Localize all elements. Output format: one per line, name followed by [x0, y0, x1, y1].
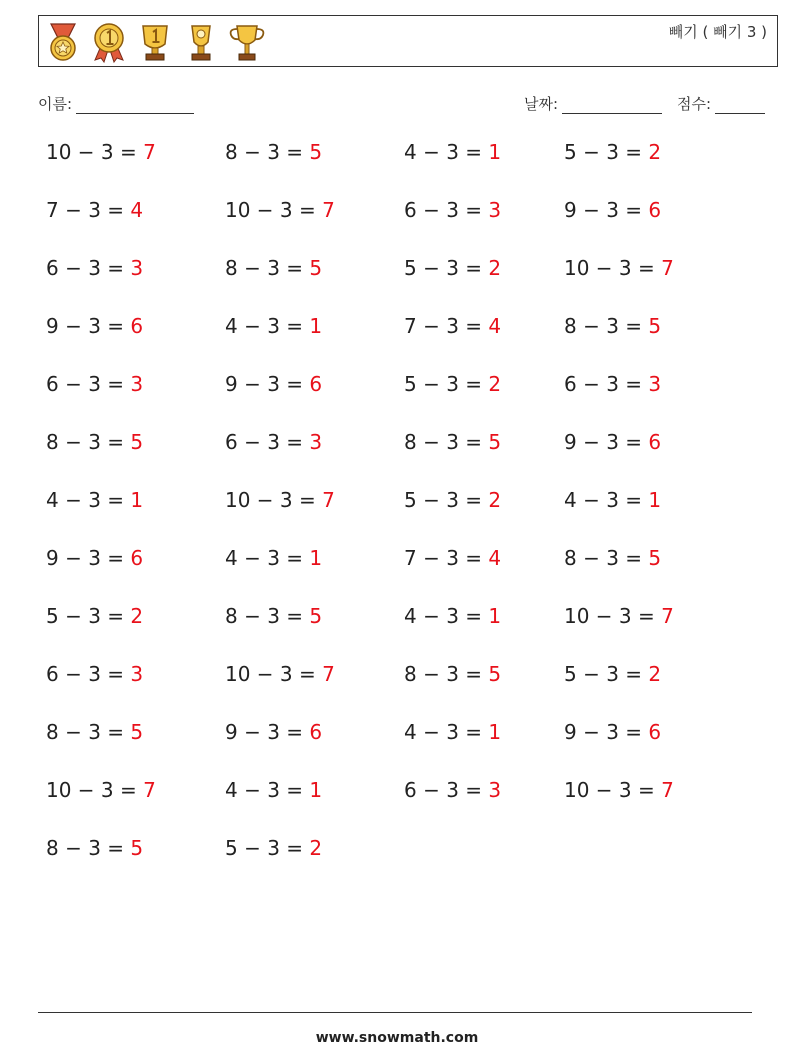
- problem-answer: 7: [322, 488, 335, 512]
- problem-question: 4 − 3 =: [404, 604, 489, 628]
- problem-answer: 3: [648, 372, 662, 396]
- problem-item: [225, 430, 404, 488]
- problem-item: [46, 662, 225, 720]
- problem-question: 6 − 3 =: [46, 372, 131, 396]
- worksheet-title: 빼기 ( 빼기 3 ): [668, 23, 767, 41]
- medal-star-icon: [43, 20, 83, 64]
- problem-item: [225, 140, 404, 198]
- problem-question: 6 − 3 =: [404, 198, 489, 222]
- problem-answer: 5: [309, 604, 323, 628]
- problem-question: 10 − 3 =: [225, 662, 323, 686]
- problem-question: 9 − 3 =: [46, 314, 131, 338]
- problem-answer: 4: [130, 198, 144, 222]
- problem-question: 5 − 3 =: [404, 488, 489, 512]
- problem-item: [404, 430, 564, 488]
- problem-item: [564, 604, 724, 662]
- problem-question: 6 − 3 =: [404, 778, 489, 802]
- problem-answer: 4: [488, 546, 502, 570]
- problem-answer: 6: [648, 430, 662, 454]
- problem-item: [225, 488, 404, 546]
- problem-item: [564, 720, 724, 778]
- problem-answer: 7: [661, 778, 674, 802]
- problem-answer: 7: [661, 604, 674, 628]
- problem-answer: 7: [322, 662, 335, 686]
- problem-question: 4 − 3 =: [225, 546, 310, 570]
- problem-answer: 1: [488, 720, 502, 744]
- problem-item: [564, 430, 724, 488]
- problem-question: 7 − 3 =: [404, 314, 489, 338]
- cup-trophy-icon: [181, 20, 221, 64]
- problem-item: [404, 662, 564, 720]
- award-icons: [43, 20, 267, 64]
- problem-item: [404, 720, 564, 778]
- problem-question: 10 − 3 =: [225, 488, 323, 512]
- problem-answer: 5: [130, 430, 144, 454]
- problem-question: 8 − 3 =: [564, 546, 649, 570]
- problem-question: 8 − 3 =: [46, 430, 131, 454]
- problem-question: 8 − 3 =: [225, 604, 310, 628]
- problem-question: 7 − 3 =: [404, 546, 489, 570]
- problem-answer: 2: [130, 604, 144, 628]
- problem-item: [225, 546, 404, 604]
- problem-question: 9 − 3 =: [564, 720, 649, 744]
- problem-answer: 2: [648, 140, 662, 164]
- problem-question: 10 − 3 =: [46, 778, 144, 802]
- rosette-first-icon: [89, 20, 129, 64]
- problem-answer: 1: [309, 546, 323, 570]
- problem-item: [46, 314, 225, 372]
- problem-answer: 5: [648, 314, 662, 338]
- problem-answer: 2: [648, 662, 662, 686]
- problem-item: [564, 546, 724, 604]
- problem-answer: 3: [130, 256, 144, 280]
- header-box: [38, 15, 778, 67]
- problem-question: 5 − 3 =: [225, 836, 310, 860]
- problem-item: [404, 604, 564, 662]
- problem-answer: 5: [488, 662, 502, 686]
- footer-url: www.snowmath.com: [315, 1030, 479, 1046]
- problem-grid: [46, 140, 766, 894]
- problem-item: [564, 140, 724, 198]
- problem-item: [225, 372, 404, 430]
- problem-question: 5 − 3 =: [564, 140, 649, 164]
- problem-item: [404, 546, 564, 604]
- problem-answer: 2: [488, 372, 502, 396]
- problem-answer: 7: [143, 778, 156, 802]
- problem-answer: 5: [130, 720, 144, 744]
- problem-question: 9 − 3 =: [225, 720, 310, 744]
- date-label: 날짜:: [524, 95, 559, 113]
- problem-item: [225, 314, 404, 372]
- problem-answer: 2: [488, 488, 502, 512]
- problem-answer: 1: [309, 778, 323, 802]
- problem-answer: 6: [648, 720, 662, 744]
- problem-item: [404, 140, 564, 198]
- problem-item: [225, 662, 404, 720]
- name-label: 이름:: [38, 95, 73, 113]
- problem-question: 10 − 3 =: [564, 604, 662, 628]
- footer-divider: [38, 1012, 752, 1013]
- problem-question: 4 − 3 =: [564, 488, 649, 512]
- problem-answer: 6: [130, 546, 144, 570]
- problem-answer: 1: [648, 488, 662, 512]
- problem-answer: 2: [309, 836, 323, 860]
- date-line[interactable]: [562, 97, 662, 114]
- problem-answer: 1: [309, 314, 323, 338]
- problem-item: [564, 198, 724, 256]
- problem-question: 8 − 3 =: [564, 314, 649, 338]
- problem-item: [404, 778, 564, 836]
- name-line[interactable]: [76, 97, 194, 114]
- problem-question: 9 − 3 =: [564, 198, 649, 222]
- problem-answer: 5: [488, 430, 502, 454]
- problem-answer: 1: [488, 604, 502, 628]
- problem-item: [225, 720, 404, 778]
- problem-item: [46, 836, 225, 894]
- problem-question: 8 − 3 =: [225, 256, 310, 280]
- problem-question: 9 − 3 =: [564, 430, 649, 454]
- problem-question: 9 − 3 =: [225, 372, 310, 396]
- problem-item: [46, 430, 225, 488]
- problem-item: [46, 604, 225, 662]
- large-trophy-icon: [227, 20, 267, 64]
- problem-question: 5 − 3 =: [404, 256, 489, 280]
- problem-answer: 3: [488, 198, 502, 222]
- score-line[interactable]: [715, 97, 765, 114]
- problem-answer: 3: [488, 778, 502, 802]
- problem-item: [46, 198, 225, 256]
- problem-question: 10 − 3 =: [564, 256, 662, 280]
- problem-item: [404, 488, 564, 546]
- problem-item: [225, 256, 404, 314]
- problem-question: 6 − 3 =: [225, 430, 310, 454]
- problem-item: [46, 256, 225, 314]
- problem-item: [404, 256, 564, 314]
- problem-answer: 6: [309, 372, 323, 396]
- problem-item: [404, 198, 564, 256]
- problem-item: [225, 778, 404, 836]
- problem-item: [225, 836, 404, 894]
- problem-question: 6 − 3 =: [564, 372, 649, 396]
- problem-answer: 6: [309, 720, 323, 744]
- score-field: [677, 93, 765, 114]
- problem-item: [564, 314, 724, 372]
- problem-answer: 3: [130, 372, 144, 396]
- problem-answer: 3: [309, 430, 323, 454]
- problem-item: [225, 198, 404, 256]
- problem-question: 8 − 3 =: [404, 430, 489, 454]
- problem-item: [564, 256, 724, 314]
- problem-item: [46, 488, 225, 546]
- problem-question: 5 − 3 =: [46, 604, 131, 628]
- problem-question: 8 − 3 =: [225, 140, 310, 164]
- problem-question: 8 − 3 =: [404, 662, 489, 686]
- problem-item: [46, 720, 225, 778]
- problem-answer: 7: [661, 256, 674, 280]
- problem-question: 6 − 3 =: [46, 256, 131, 280]
- problem-question: 4 − 3 =: [225, 314, 310, 338]
- date-field: [524, 93, 662, 114]
- problem-item: [564, 372, 724, 430]
- problem-answer: 5: [130, 836, 144, 860]
- problem-item: [46, 778, 225, 836]
- problem-question: 5 − 3 =: [404, 372, 489, 396]
- problem-item: [46, 546, 225, 604]
- problem-question: 10 − 3 =: [225, 198, 323, 222]
- problem-answer: 7: [143, 140, 156, 164]
- problem-question: 8 − 3 =: [46, 836, 131, 860]
- problem-answer: 1: [130, 488, 144, 512]
- problem-answer: 5: [648, 546, 662, 570]
- problem-question: 8 − 3 =: [46, 720, 131, 744]
- problem-answer: 6: [130, 314, 144, 338]
- problem-item: [46, 140, 225, 198]
- problem-question: 7 − 3 =: [46, 198, 131, 222]
- problem-question: 9 − 3 =: [46, 546, 131, 570]
- problem-question: 5 − 3 =: [564, 662, 649, 686]
- problem-answer: 7: [322, 198, 335, 222]
- problem-question: 6 − 3 =: [46, 662, 131, 686]
- problem-answer: 6: [648, 198, 662, 222]
- problem-answer: 1: [488, 140, 502, 164]
- problem-item: [564, 488, 724, 546]
- problem-answer: 3: [130, 662, 144, 686]
- problem-item: [225, 604, 404, 662]
- problem-item: [564, 778, 724, 836]
- problem-answer: 5: [309, 140, 323, 164]
- problem-question: 10 − 3 =: [564, 778, 662, 802]
- problem-question: 4 − 3 =: [404, 140, 489, 164]
- score-label: 점수:: [677, 95, 712, 113]
- problem-item: [46, 372, 225, 430]
- problem-question: 4 − 3 =: [46, 488, 131, 512]
- problem-question: 4 − 3 =: [404, 720, 489, 744]
- problem-question: 10 − 3 =: [46, 140, 144, 164]
- problem-answer: 2: [488, 256, 502, 280]
- trophy-first-icon: [135, 20, 175, 64]
- name-field: [38, 93, 194, 114]
- problem-answer: 4: [488, 314, 502, 338]
- problem-item: [404, 314, 564, 372]
- problem-question: 4 − 3 =: [225, 778, 310, 802]
- problem-answer: 5: [309, 256, 323, 280]
- problem-item: [404, 372, 564, 430]
- problem-item: [564, 662, 724, 720]
